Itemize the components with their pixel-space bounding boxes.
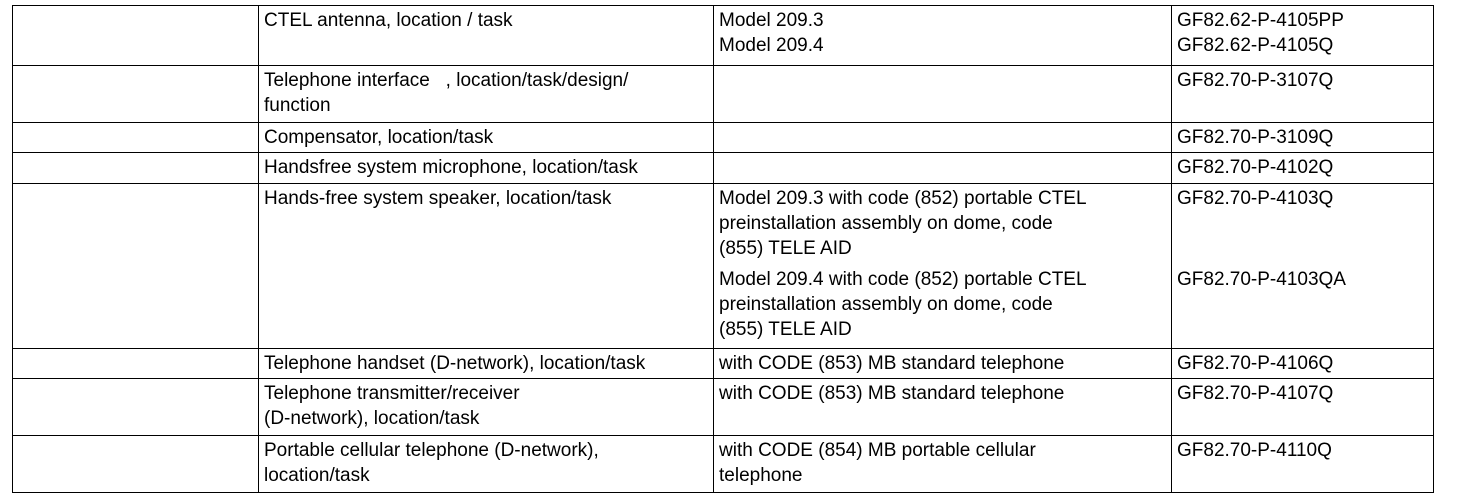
table-row	[13, 349, 1434, 379]
condition-cell: Model 209.3 with code (852) portable CTEL preinstallation assembly on dome, code (855) TELE AID Model 209.4 with code (852) portable CTEL preinstallation assembly on dome, code (855) TELE AID	[714, 184, 1172, 349]
table-row	[13, 379, 1434, 436]
document-number-cell	[1172, 379, 1434, 436]
document-number: GF82.70-P-4106Q	[1177, 353, 1334, 374]
document-number: GF82.62-P-4105PP	[1177, 10, 1344, 31]
blank-cell	[13, 123, 259, 153]
document-number: GF82.70-P-3107Q	[1177, 70, 1334, 91]
condition-cell	[714, 153, 1172, 184]
condition-cell: with CODE (853) MB standard telephone	[714, 349, 1172, 379]
component-cell: Hands-free system speaker, location/task	[259, 184, 714, 349]
blank-cell	[13, 153, 259, 184]
document-number-cell	[1172, 349, 1434, 379]
document-number-cell	[1172, 436, 1434, 493]
table-row	[13, 184, 1434, 349]
document-number: GF82.70-P-4107Q	[1177, 383, 1334, 404]
document-number-cell	[1172, 153, 1434, 184]
blank-cell	[13, 184, 259, 349]
document-number: GF82.62-P-4105Q	[1177, 35, 1334, 56]
document-table	[12, 5, 1434, 493]
condition-cell: with CODE (854) MB portable cellular telephone	[714, 436, 1172, 493]
blank-cell	[13, 436, 259, 493]
condition-cell	[714, 6, 1172, 66]
document-number-cell	[1172, 6, 1434, 66]
table-row	[13, 6, 1434, 66]
component-cell: Compensator, location/task	[259, 123, 714, 153]
table-row	[13, 153, 1434, 184]
condition-text: Model 209.4	[719, 35, 824, 56]
document-number-cell	[1172, 66, 1434, 123]
document-number-cell	[1172, 123, 1434, 153]
condition-cell	[714, 66, 1172, 123]
document-number: GF82.70-P-3109Q	[1177, 127, 1334, 148]
blank-cell	[13, 6, 259, 66]
condition-text: Model 209.3	[719, 10, 824, 31]
document-number: GF82.70-P-4103Q	[1177, 188, 1334, 209]
table-row	[13, 436, 1434, 493]
blank-cell	[13, 379, 259, 436]
component-cell: Telephone interface , location/task/design/ function	[259, 66, 714, 123]
table-row	[13, 123, 1434, 153]
condition-cell: with CODE (853) MB standard telephone	[714, 379, 1172, 436]
document-number: GF82.70-P-4103QA	[1177, 269, 1346, 290]
blank-cell	[13, 66, 259, 123]
table-row	[13, 66, 1434, 123]
component-cell: CTEL antenna, location / task	[259, 6, 714, 66]
condition-cell	[714, 123, 1172, 153]
blank-cell	[13, 349, 259, 379]
document-number-cell	[1172, 184, 1434, 349]
document-number: GF82.70-P-4102Q	[1177, 157, 1334, 178]
component-cell: Telephone handset (D-network), location/task	[259, 349, 714, 379]
component-cell: Portable cellular telephone (D-network), location/task	[259, 436, 714, 493]
component-cell: Handsfree system microphone, location/task	[259, 153, 714, 184]
document-number: GF82.70-P-4110Q	[1177, 440, 1332, 461]
component-cell: Telephone transmitter/receiver (D-network), location/task	[259, 379, 714, 436]
